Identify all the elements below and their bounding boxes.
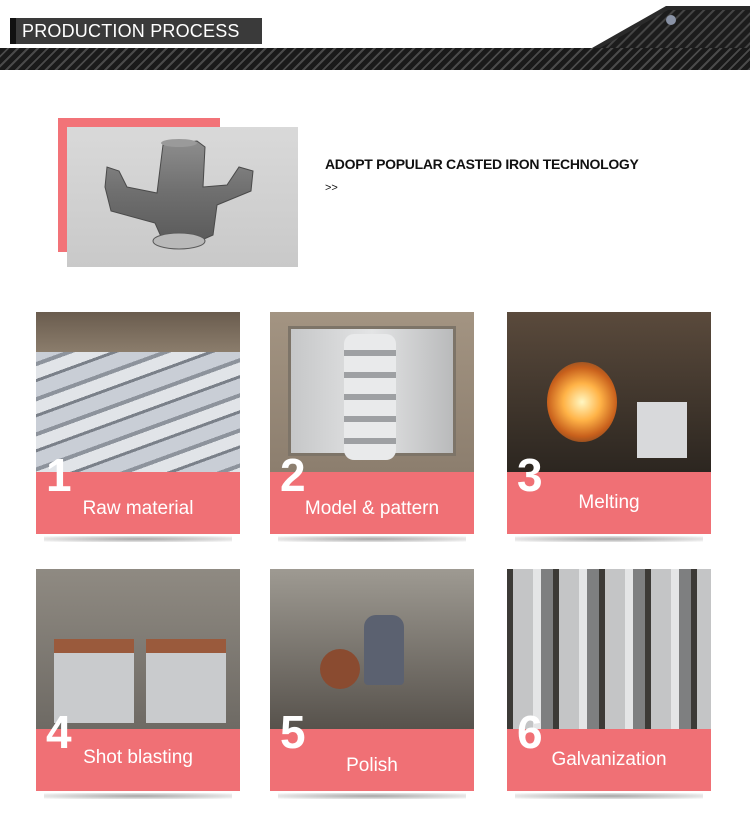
card-shadow xyxy=(44,536,232,542)
step-photo-raw-material xyxy=(36,312,240,472)
card-shadow xyxy=(44,793,232,799)
step-photo-galvanization xyxy=(507,569,711,729)
hero-product-image xyxy=(67,127,298,267)
card-shadow xyxy=(278,793,466,799)
step-label: Model & pattern xyxy=(304,498,440,519)
step-card-galvanization xyxy=(507,569,711,795)
step-label: Polish xyxy=(346,755,398,776)
page-title: PRODUCTION PROCESS xyxy=(22,21,240,41)
step-label: Raw material xyxy=(82,498,194,519)
step-card-melting xyxy=(507,312,711,538)
step-label: Galvanization xyxy=(551,749,667,770)
step-label: Shot blasting xyxy=(83,747,193,768)
step-number: 6 xyxy=(517,706,543,758)
step-photo-model-pattern xyxy=(270,312,474,472)
step-card-polish xyxy=(270,569,474,795)
step-label: Melting xyxy=(578,492,640,513)
step-number: 3 xyxy=(517,449,543,501)
step-photo-polish xyxy=(270,569,474,729)
step-number: 4 xyxy=(46,706,72,758)
section-header xyxy=(0,0,750,75)
step-card-model-pattern xyxy=(270,312,474,538)
header-title-box xyxy=(10,18,262,44)
step-photo-melting xyxy=(507,312,711,472)
step-number: 5 xyxy=(280,706,306,758)
step-card-raw-material xyxy=(36,312,240,538)
step-number: 2 xyxy=(280,449,306,501)
hero-more-link[interactable]: >> xyxy=(325,182,338,194)
card-shadow xyxy=(278,536,466,542)
step-photo-shot-blasting xyxy=(36,569,240,729)
card-shadow xyxy=(515,536,703,542)
card-shadow xyxy=(515,793,703,799)
step-number: 1 xyxy=(46,449,72,501)
hero-headline: ADOPT POPULAR CASTED IRON TECHNOLOGY xyxy=(325,156,639,172)
step-card-shot-blasting xyxy=(36,569,240,795)
